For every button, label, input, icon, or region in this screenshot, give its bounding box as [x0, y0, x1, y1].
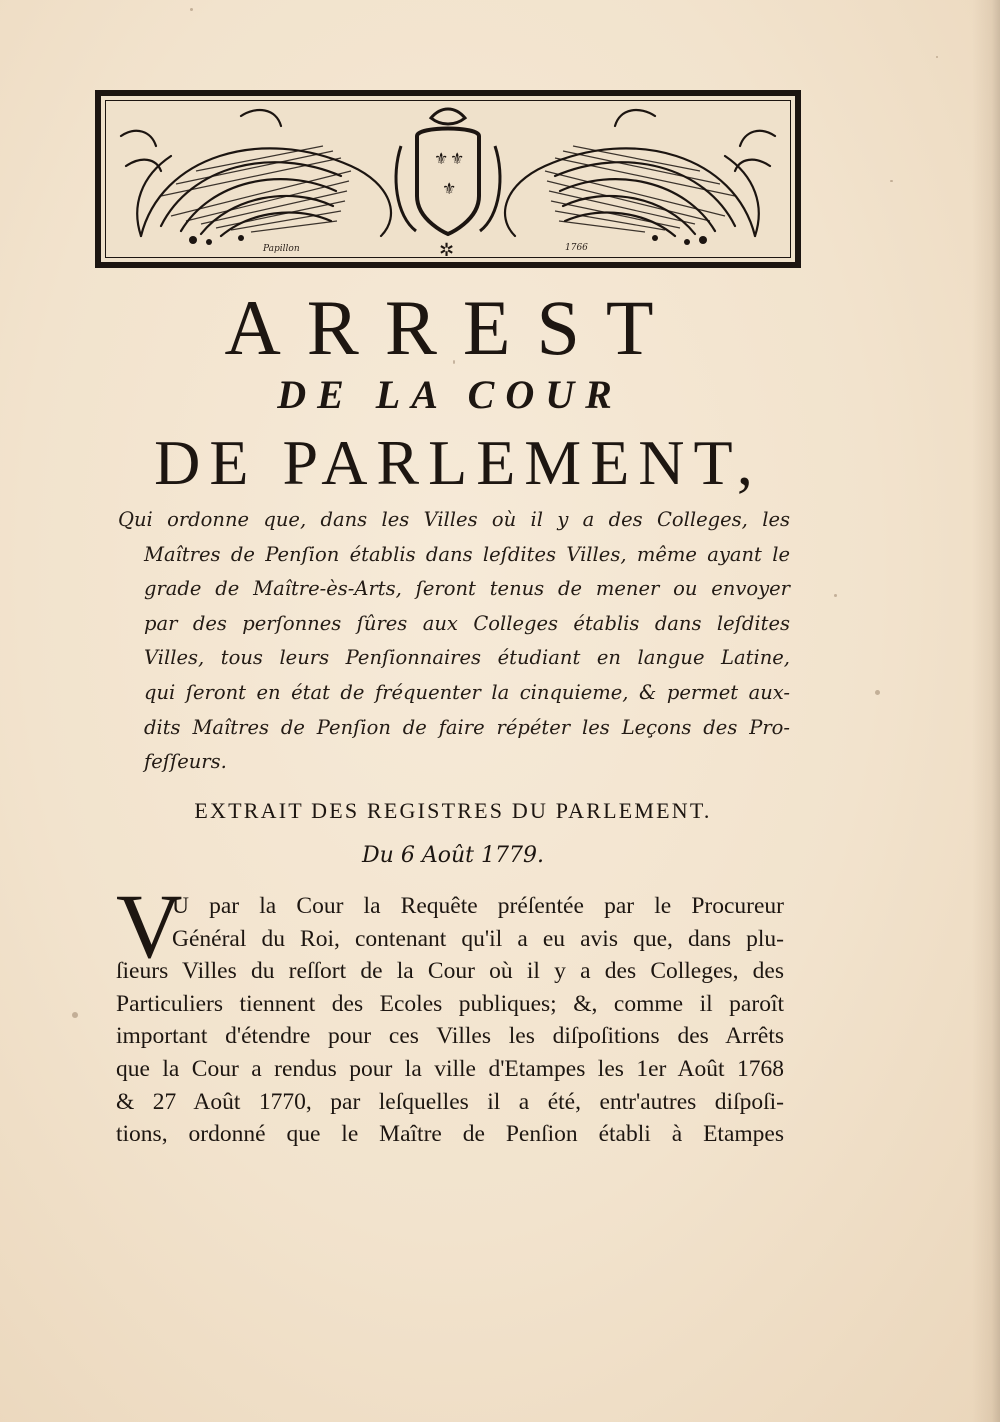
headpiece-ornament — [101, 96, 795, 262]
body-line: ſieurs Villes du reſſort de la Cour où il y a des Colleges, des — [116, 958, 784, 985]
decree-date: Du 6 Août 1779. — [362, 843, 544, 868]
svg-text:⚜: ⚜ — [434, 149, 449, 168]
title-de-parlement: DE PARLEMENT, — [154, 427, 762, 498]
body-paragraph — [116, 890, 784, 1151]
engraving-year: 1766 — [565, 243, 588, 253]
fleur-de-lis-shield-icon — [396, 109, 500, 261]
summary-line: qui ſeront en état de fréquenter la cinquieme, & permet aux- — [144, 680, 790, 704]
title-arrest: ARREST — [224, 284, 680, 371]
body-line: Général du Roi, contenant qu'il a eu avis que, dans plu- — [172, 925, 784, 952]
decree-summary — [118, 503, 790, 780]
body-line: important d'étendre pour ces Villes les diſpoſitions des Arrêts — [116, 1023, 784, 1050]
engraver-signature: Papillon — [263, 244, 300, 254]
body-line: que la Cour a rendus pour la ville d'Etampes les 1er Août 1768 — [116, 1055, 784, 1082]
ornamental-headpiece — [95, 90, 801, 268]
extrait-heading: EXTRAIT DES REGISTRES DU PARLEMENT. — [194, 798, 712, 823]
title-de-la-cour: DE LA COUR — [277, 372, 623, 417]
summary-line: par des perſonnes ſûres aux Colleges établis dans leſdites — [144, 611, 790, 635]
body-line: & 27 Août 1770, par leſquelles il a été, entr'autres diſpoſi- — [116, 1088, 784, 1115]
summary-line: dits Maîtres de Penſion de faire répéter les Leçons des Pro- — [144, 715, 790, 739]
body-line: tions, ordonné que le Maître de Penſion établi à Etampes — [116, 1121, 784, 1148]
body-line: Particuliers tiennent des Ecoles publiques; &, comme il paroît — [116, 990, 784, 1017]
svg-text:✲: ✲ — [439, 240, 455, 261]
svg-text:⚜: ⚜ — [450, 149, 465, 168]
drop-cap: V — [116, 875, 183, 977]
summary-line: Maîtres de Penſion établis dans leſdites Villes, même ayant le — [144, 542, 790, 566]
page-edge-shadow — [972, 0, 1000, 1422]
summary-line: Qui ordonne que, dans les Villes où il y a des Colleges, les — [118, 508, 790, 531]
summary-line: Villes, tous leurs Penſionnaires étudiant en langue Latine, — [144, 646, 790, 670]
summary-line: feſſeurs. — [144, 750, 227, 774]
svg-text:⚜: ⚜ — [442, 179, 457, 198]
summary-line: grade de Maître-ès-Arts, ſeront tenus de mener ou envoyer — [144, 577, 790, 601]
body-line: U par la Cour la Requête préſentée par le Procureur — [172, 893, 784, 919]
